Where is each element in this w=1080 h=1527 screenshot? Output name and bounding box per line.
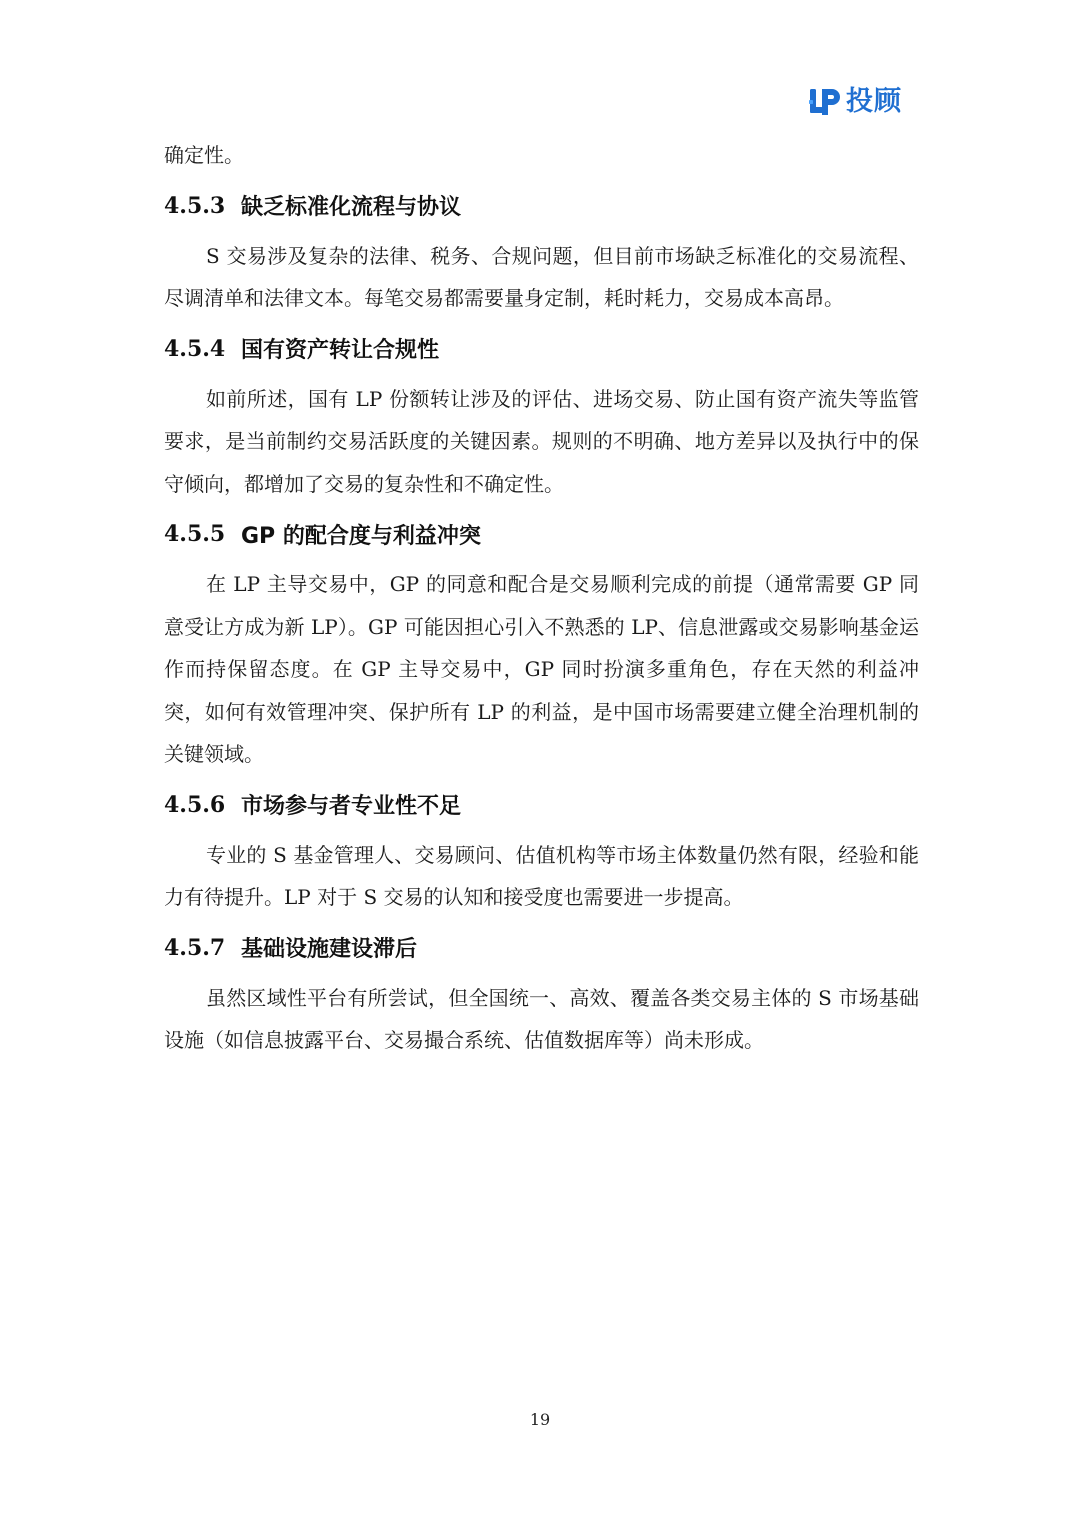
section-title: 基础设施建设滞后	[241, 937, 418, 962]
section-heading-4-5-3	[164, 177, 919, 235]
section-heading-4-5-5	[164, 505, 919, 563]
header-logo	[808, 84, 902, 120]
section-number: 4.5.3	[164, 192, 226, 219]
section-number: 4.5.7	[164, 934, 226, 961]
section-body-4-5-7: 虽然区域性平台有所尝试，但全国统一、高效、覆盖各类交易主体的 S 市场基础设施（如信息披露平台、交易撮合系统、估值数据库等）尚未形成。	[164, 985, 919, 1052]
logo-text: 投顾	[846, 86, 902, 117]
section-body-4-5-4: 如前所述，国有 LP 份额转让涉及的评估、进场交易、防止国有资产流失等监管要求，是当前制约交易活跃度的关键因素。规则的不明确、地方差异以及执行中的保守倾向，都增加了交易的复杂性和不确定性。	[164, 386, 919, 496]
section-body-4-5-6: 专业的 S 基金管理人、交易顾问、估值机构等市场主体数量仍然有限，经验和能力有待提升。LP 对于 S 交易的认知和接受度也需要进一步提高。	[164, 842, 919, 909]
section-heading-4-5-6	[164, 776, 919, 834]
section-body-4-5-3: S 交易涉及复杂的法律、税务、合规问题，但目前市场缺乏标准化的交易流程、尽调清单和法律文本。每笔交易都需要量身定制，耗时耗力，交易成本高昂。	[164, 243, 919, 310]
section-heading-4-5-7	[164, 919, 919, 977]
section-title: 市场参与者专业性不足	[241, 794, 462, 819]
section-title: 缺乏标准化流程与协议	[241, 195, 462, 220]
section-number: 4.5.4	[164, 335, 226, 362]
section-body-4-5-5: 在 LP 主导交易中，GP 的同意和配合是交易顺利完成的前提（通常需要 GP 同意受让方成为新 LP）。GP 可能因担心引入不熟悉的 LP、信息泄露或交易影响基金运作而持保留态度。在 GP 主导交易中，GP 同时扮演多重角色，存在天然的利益冲突，如何有效管理冲突、保护所有 LP 的利益，是中国市场需要建立健全治理机制的关键领域。	[164, 572, 919, 766]
page-number: 19	[529, 1410, 551, 1429]
intro-paragraph: 确定性。	[164, 143, 244, 167]
section-number: 4.5.6	[164, 791, 226, 818]
lp-logo-icon	[808, 85, 842, 119]
document-body	[164, 134, 919, 1062]
section-title: GP 的配合度与利益冲突	[241, 523, 481, 549]
section-number: 4.5.5	[164, 521, 226, 547]
section-title: 国有资产转让合规性	[241, 338, 440, 363]
section-heading-4-5-4	[164, 320, 919, 378]
